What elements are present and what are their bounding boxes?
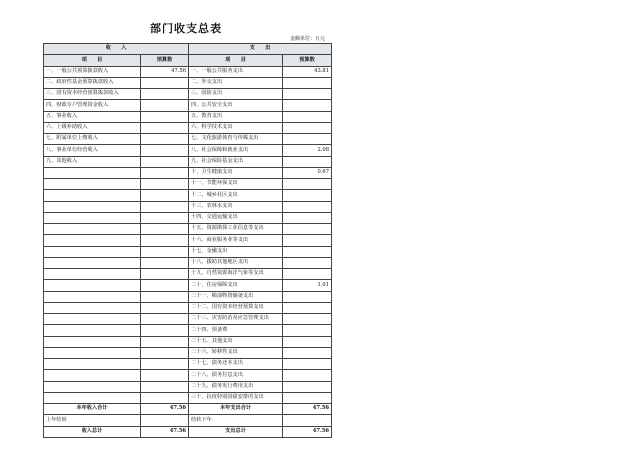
table-row — [44, 246, 332, 257]
table-row — [44, 122, 332, 133]
income-item-cell — [44, 347, 141, 358]
income-amount-cell — [141, 212, 189, 223]
income-amount-cell — [141, 246, 189, 257]
expense-amount-cell — [283, 246, 332, 257]
income-item-cell — [44, 224, 141, 235]
unit-label: 金额单位：万元 — [290, 36, 326, 42]
income-amount-cell — [141, 89, 189, 100]
expense-item-cell: 十、卫生健康支出 — [189, 167, 283, 178]
expense-amount-cell — [283, 291, 332, 302]
income-amount-cell — [141, 336, 189, 347]
income-item-cell: 六、上级补助收入 — [44, 122, 141, 133]
carryover-out-label: 结转下年 — [189, 415, 283, 426]
expense-item-cell: 十八、援助其他地区支出 — [189, 257, 283, 268]
income-grand-total-amount: 47.56 — [141, 426, 189, 437]
income-item-cell — [44, 201, 141, 212]
expense-item-cell: 二十六、转移性支出 — [189, 347, 283, 358]
table-row — [44, 201, 332, 212]
income-item-cell: 四、财政专户管理资金收入 — [44, 100, 141, 111]
income-amount-cell — [141, 167, 189, 178]
income-item-cell — [44, 190, 141, 201]
table-row — [44, 370, 332, 381]
column-header-row — [44, 55, 332, 66]
table-row — [44, 156, 332, 167]
expense-amount-cell — [283, 359, 332, 370]
expense-item-cell: 十五、资源勘探工业信息等支出 — [189, 224, 283, 235]
table-row — [44, 77, 332, 88]
income-amount-cell: 47.56 — [141, 66, 189, 77]
expense-item-cell: 十六、商业服务业等支出 — [189, 235, 283, 246]
income-item-cell — [44, 392, 141, 403]
expense-item-cell: 六、科学技术支出 — [189, 122, 283, 133]
expense-amount-cell — [283, 269, 332, 280]
table-row — [44, 134, 332, 145]
income-item-cell — [44, 179, 141, 190]
expense-amount-cell: 2.08 — [283, 145, 332, 156]
carryover-row — [44, 415, 332, 426]
income-amount-cell — [141, 347, 189, 358]
expense-amount-cell — [283, 190, 332, 201]
expense-amount-cell: 43.81 — [283, 66, 332, 77]
expense-item-cell: 二十七、债务还本支出 — [189, 359, 283, 370]
table-row — [44, 235, 332, 246]
year-total-row — [44, 404, 332, 415]
expense-item-cell: 三十、抗疫特别国债安排的支出 — [189, 392, 283, 403]
expense-amount-cell: 1.01 — [283, 280, 332, 291]
table-row — [44, 359, 332, 370]
income-amount-cell — [141, 201, 189, 212]
table-row — [44, 325, 332, 336]
table-row — [44, 302, 332, 313]
expense-amount-cell — [283, 212, 332, 223]
table-row — [44, 280, 332, 291]
carryover-out-amount — [283, 415, 332, 426]
table-row — [44, 392, 332, 403]
income-item-header: 项 目 — [44, 55, 141, 66]
table-row — [44, 66, 332, 77]
table-row — [44, 314, 332, 325]
expense-grand-total-label: 支出总计 — [189, 426, 283, 437]
expense-item-cell: 七、文化旅游体育与传媒支出 — [189, 134, 283, 145]
income-section-header: 收 入 — [44, 44, 189, 55]
income-amount-cell — [141, 280, 189, 291]
income-amount-cell — [141, 179, 189, 190]
expense-amount-cell — [283, 122, 332, 133]
table-row — [44, 145, 332, 156]
income-amount-cell — [141, 156, 189, 167]
expense-amount-cell — [283, 100, 332, 111]
income-amount-cell — [141, 100, 189, 111]
expense-item-cell: 二十二、国有资本经营预算支出 — [189, 302, 283, 313]
expense-item-cell: 二十四、预备费 — [189, 325, 283, 336]
income-amount-cell — [141, 302, 189, 313]
expense-item-cell: 十一、节能环保支出 — [189, 179, 283, 190]
table-row — [44, 336, 332, 347]
expense-budget-header: 预算数 — [283, 55, 332, 66]
income-amount-cell — [141, 291, 189, 302]
income-amount-cell — [141, 381, 189, 392]
expense-item-cell: 十九、自然资源海洋气象等支出 — [189, 269, 283, 280]
income-item-cell — [44, 359, 141, 370]
income-item-cell: 七、附属单位上缴收入 — [44, 134, 141, 145]
income-item-cell — [44, 381, 141, 392]
income-item-cell — [44, 291, 141, 302]
income-amount-cell — [141, 235, 189, 246]
income-item-cell — [44, 336, 141, 347]
table-row — [44, 224, 332, 235]
expense-item-cell: 二十五、其他支出 — [189, 336, 283, 347]
income-item-cell — [44, 167, 141, 178]
expense-amount-cell — [283, 134, 332, 145]
expense-amount-cell — [283, 156, 332, 167]
expense-item-cell: 二十、住房保障支出 — [189, 280, 283, 291]
income-grand-total-label: 收入总计 — [44, 426, 141, 437]
income-amount-cell — [141, 145, 189, 156]
income-amount-cell — [141, 190, 189, 201]
income-item-cell — [44, 314, 141, 325]
section-header-row — [44, 44, 332, 55]
expense-amount-cell — [283, 347, 332, 358]
expense-item-header: 项 目 — [189, 55, 283, 66]
expense-item-cell: 二、外交支出 — [189, 77, 283, 88]
table-body — [44, 66, 332, 404]
expense-section-header: 支 出 — [189, 44, 332, 55]
income-amount-cell — [141, 77, 189, 88]
expense-item-cell: 二十九、债务发行费用支出 — [189, 381, 283, 392]
expense-amount-cell — [283, 201, 332, 212]
carryover-in-label: 上年结转 — [44, 415, 141, 426]
income-item-cell — [44, 280, 141, 291]
expense-amount-cell: 0.67 — [283, 167, 332, 178]
expense-item-cell: 十四、交通运输支出 — [189, 212, 283, 223]
table-row — [44, 291, 332, 302]
income-year-total-amount: 47.56 — [141, 404, 189, 415]
expense-item-cell: 十二、城乡社区支出 — [189, 190, 283, 201]
expense-amount-cell — [283, 325, 332, 336]
table-row — [44, 111, 332, 122]
expense-amount-cell — [283, 302, 332, 313]
income-item-cell — [44, 269, 141, 280]
income-item-cell: 二、政府性基金预算拨款收入 — [44, 77, 141, 88]
expense-amount-cell — [283, 77, 332, 88]
table-row — [44, 269, 332, 280]
table-row — [44, 190, 332, 201]
income-amount-cell — [141, 392, 189, 403]
income-amount-cell — [141, 269, 189, 280]
income-amount-cell — [141, 224, 189, 235]
income-amount-cell — [141, 325, 189, 336]
expense-amount-cell — [283, 257, 332, 268]
expense-year-total-amount: 47.56 — [283, 404, 332, 415]
expense-amount-cell — [283, 370, 332, 381]
expense-item-cell: 一、一般公共服务支出 — [189, 66, 283, 77]
expense-item-cell: 八、社会保障和就业支出 — [189, 145, 283, 156]
income-item-cell: 五、事业收入 — [44, 111, 141, 122]
income-amount-cell — [141, 370, 189, 381]
budget-table — [43, 43, 332, 438]
income-item-cell: 一、一般公共预算拨款收入 — [44, 66, 141, 77]
table-row — [44, 212, 332, 223]
expense-item-cell: 十七、金融支出 — [189, 246, 283, 257]
expense-item-cell: 十三、农林水支出 — [189, 201, 283, 212]
table-row — [44, 347, 332, 358]
expense-amount-cell — [283, 381, 332, 392]
expense-amount-cell — [283, 89, 332, 100]
income-item-cell: 九、其他收入 — [44, 156, 141, 167]
income-item-cell — [44, 212, 141, 223]
expense-amount-cell — [283, 235, 332, 246]
expense-amount-cell — [283, 179, 332, 190]
income-budget-header: 预算数 — [141, 55, 189, 66]
income-item-cell — [44, 302, 141, 313]
carryover-in-amount — [141, 415, 189, 426]
income-item-cell: 八、事业单位经营收入 — [44, 145, 141, 156]
expense-item-cell: 九、社会保险基金支出 — [189, 156, 283, 167]
income-amount-cell — [141, 257, 189, 268]
table-row — [44, 179, 332, 190]
income-item-cell — [44, 370, 141, 381]
income-item-cell: 三、国有资本经营预算拨款收入 — [44, 89, 141, 100]
page-title: 部门收支总表 — [150, 22, 222, 35]
expense-amount-cell — [283, 314, 332, 325]
income-amount-cell — [141, 122, 189, 133]
income-year-total-label: 本年收入合计 — [44, 404, 141, 415]
table-row — [44, 381, 332, 392]
income-item-cell — [44, 235, 141, 246]
table-row — [44, 167, 332, 178]
grand-total-row — [44, 426, 332, 437]
expense-amount-cell — [283, 224, 332, 235]
expense-amount-cell — [283, 111, 332, 122]
income-item-cell — [44, 325, 141, 336]
income-amount-cell — [141, 134, 189, 145]
expense-item-cell: 二十三、灾害防治及应急管理支出 — [189, 314, 283, 325]
income-item-cell — [44, 257, 141, 268]
expense-item-cell: 三、国防支出 — [189, 89, 283, 100]
income-amount-cell — [141, 359, 189, 370]
table-row — [44, 89, 332, 100]
income-item-cell — [44, 246, 141, 257]
expense-item-cell: 二十一、粮油物资储备支出 — [189, 291, 283, 302]
table-row — [44, 100, 332, 111]
income-amount-cell — [141, 111, 189, 122]
expense-amount-cell — [283, 336, 332, 347]
expense-item-cell: 二十八、债务付息支出 — [189, 370, 283, 381]
expense-grand-total-amount: 47.56 — [283, 426, 332, 437]
table-row — [44, 257, 332, 268]
expense-item-cell: 四、公共安全支出 — [189, 100, 283, 111]
expense-amount-cell — [283, 392, 332, 403]
expense-item-cell: 五、教育支出 — [189, 111, 283, 122]
expense-year-total-label: 本年支出合计 — [189, 404, 283, 415]
income-amount-cell — [141, 314, 189, 325]
